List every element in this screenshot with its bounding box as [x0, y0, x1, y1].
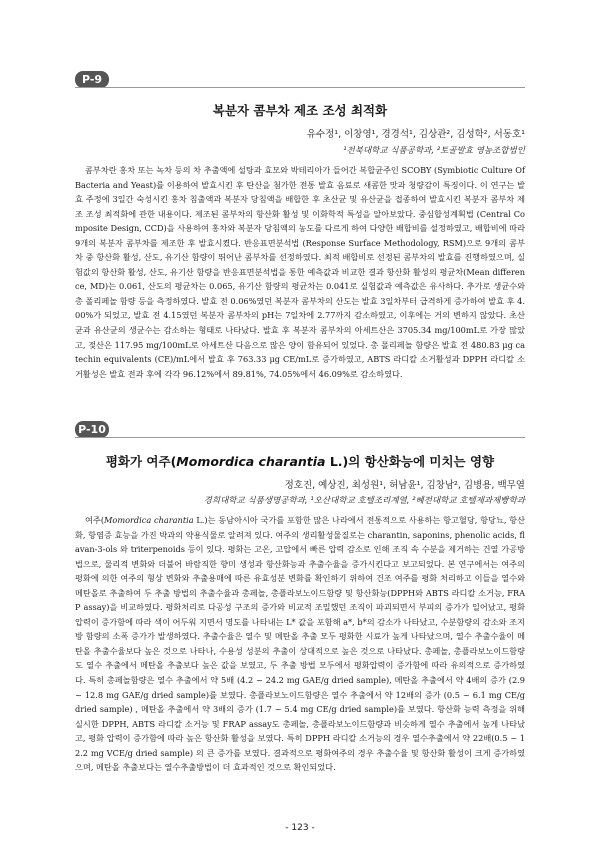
section-divider — [75, 87, 525, 88]
body-text: L.)는 동남아시아 국가를 포함한 많은 나라에서 전통적으로 사용하는 항고혈당, 항당뇨, 항산화, 항염증 효능을 가진 박과의 약용식물로 알려져 있다. 여주의 생리활성물질로는 charantin, saponins, phenolic acids, flavan-3-ols 와 triterpenoids 등이 있다. 평화는 고온, 고압에서 빠른 압력 감소로 인해 조직 속 수분을 제거하는 건열 가공방법으로, 물리적 변화와 더불어 바람직한 향미 생성과 항산화능과 추출수율을 증가시킨다고 보고되었다. 본 연구에서는 여주의 평화에 의한 여주의 형상 변화와 추출용매에 따른 유효성분 변화를 확인하기 위하여 건조 여주를 평화 처리하고 이들을 열수와 메탄올로 추출하여 두 추출 방법의 추출수율과 총페놀, 총플라보노이드함량 및 항산화능(DPPH와 ABTS 라디칼 소거능, FRAP assay)을 비교하였다. 평화처리로 다공성 구조의 증가와 비교적 조밀했던 조직이 파괴되면서 부피의 증가가 일어났고, 평화 압력이 증가함에 따라 색이 어두워 지면서 명도를 나타내는 L* 값을 포함해 a*, b*의 감소가 나타났고, 수분함량의 감소와 조지방 함량의 소폭 증가가 발생하였다. 추출수율은 열수 및 메탄올 추출 모두 평화한 시료가 높게 나타났으며, 열수 추출수율이 메탄올 추출수율보다 높은 것으로 나타나, 수용성 성분의 추출이 상대적으로 높은 것으로 나타났다. 총페놀, 총플라보노이드함량도 열수 추출에서 메탄올 추출보다 높은 값을 보였고, 두 추출 방법 모두에서 평화압력이 증가함에 따라 유의적으로 증가하였다. 특히 총페놀함량은 열수 추출에서 약 5배 (4.2 ~ 24.2 mg GAE/g dried sample), 메탄올 추출에서 약 4배의 증가 (2.9 ~ 12.8 mg GAE/g dried sample)를 보였다. 총플라보노이드함량은 열수 추출에서 약 12배의 증가 (0.5 ~ 6.1 mg CE/g dried sample) , 메탄올 추출에서 약 3배의 증가 (1.7 ~ 5.4 mg CE/g dried sample)를 보였다. 항산화 능력 측정을 위해 실시한 DPPH, ABTS 라디칼 소거능 및 FRAP assay도 총페놀, 총플라보노이드함량과 비슷하게 열수 추출에서 높게 나타났고, 평화 압력이 증가함에 따라 높은 항산화 활성을 보였다. 특히 DPPH 라디칼 소거능의 경우 열수추출에서 약 22배(0.5 ~ 12.2 mg VCE/g dried sample) 의 큰 증가를 보였다. 결과적으로 평화여주의 경우 추출수율 및 항산화 활성이 크게 증가하였으며, 메탄올 추출보다는 열수추출방법이 더 효과적인 것으로 확인되었다. — [75, 515, 525, 773]
body-prefix: 여주( — [85, 515, 105, 525]
abstract-title: 복분자 콤부차 제조 조성 최적화 — [212, 103, 388, 118]
page-number: - 123 - — [285, 823, 315, 833]
author-list: 정호진, 예상진, 최성원¹, 허남윤¹, 김창남², 김병용, 백무열 — [284, 480, 525, 491]
body-species-name: Momordica charantia — [104, 515, 194, 525]
abstract-title — [75, 452, 525, 470]
section-divider — [75, 437, 525, 438]
abstract-body: 콤부차란 홍차 또는 녹차 등의 차 추출액에 설탕과 효모와 박테리아가 들어간 복합균주인 SCOBY (Symbiotic Culture Of Bacteria and Yeast)를 이용하여 발효시킨 후 탄산을 첨가한 전통 발효 음료로 새콤한 맛과 청량감이 특징이다. 이 연구는 발효 주정에 3일간 숙성시킨 홍차 침출액과 복분자 당침액을 배합한 후 초산균 및 유산균을 접종하여 발효시킨 복분자 콤부차 제조 조성 최적화에 관한 내용이다. 제조된 콤부차의 항산화 활성 및 이화학적 특성을 알아보았다. 중심합성계획법 (Central Composite Design, CCD)을 사용하여 홍차와 복분자 당침액의 농도를 다르게 하여 다양한 배합비를 설정하였고, 배합비에 따라 9개의 복분자 콤부차를 제조한 후 발효시켰다. 반응표면분석법 (Response Surface Methodology, RSM)으로 9개의 콤부차 중 항산화 활성, 산도, 유기산 함량이 뛰어난 콤부차를 선정하였다. 최적 배합비로 선정된 콤부차의 발효를 진행하였으며, 실험값의 항산화 활성, 산도, 유기산 함량을 반응표면분석법을 통한 예측값과 비교한 결과 항산화 활성의 평균차(Mean difference, MD)는 0.061, 산도의 평균차는 0.065, 유기산 함량의 평균차는 0.041로 실험값과 예측값은 유사하다. 추가로 생균수와 총 폴리페놀 함량 등을 측정하였다. 발효 전 0.06%였던 복분자 콤부차의 산도는 발효 3일차부터 급격하게 증가하여 발효 후 4.00%가 되었고, 발효 전 4.15였던 복분자 콤부차의 pH는 7일차에 2.77까지 감소하였고, 이후에는 거의 변하지 않았다. 초산균과 유산균의 생균수는 감소하는 형태로 나타났다. 발효 후 복분자 콤부차의 아세트산은 3705.34 mg/100mL로 가장 많았고, 젖산은 117.95 mg/100mL로 아세트산 다음으로 많은 양이 함유되어 있었다. 총 폴리페놀 함량은 발효 전 480.83 μg catechin equivalents (CE)/mL에서 발효 후 763.33 μg CE/mL로 증가하였고, ABTS 라디칼 소거활성과 DPPH 라디칼 소거활성은 발효 전과 후에 각각 96.12%에서 89.81%, 74.05%에서 46.09%로 감소하였다. — [75, 165, 525, 379]
affiliation-line: 경희대학교 식품생명공학과, ¹오산대학교 호텔조리계열, ²혜전대학교 호텔제과제빵학과 — [203, 496, 525, 506]
title-suffix: L.)의 항산화능에 미치는 영향 — [325, 454, 495, 469]
abstract-id-badge: P-9 — [75, 71, 109, 88]
abstract-id-badge: P-10 — [75, 421, 109, 438]
abstract-body — [75, 513, 525, 775]
author-list: 유수정¹, 이창영¹, 경경석¹, 김상관², 김성학², 서동호¹ — [306, 129, 525, 140]
title-prefix: 평화가 여주( — [105, 454, 177, 469]
affiliation-line: ¹전북대학교 식품공학과, ²토골발효 영농조합법인 — [343, 146, 525, 156]
title-species-name: Momordica charantia — [176, 454, 326, 469]
